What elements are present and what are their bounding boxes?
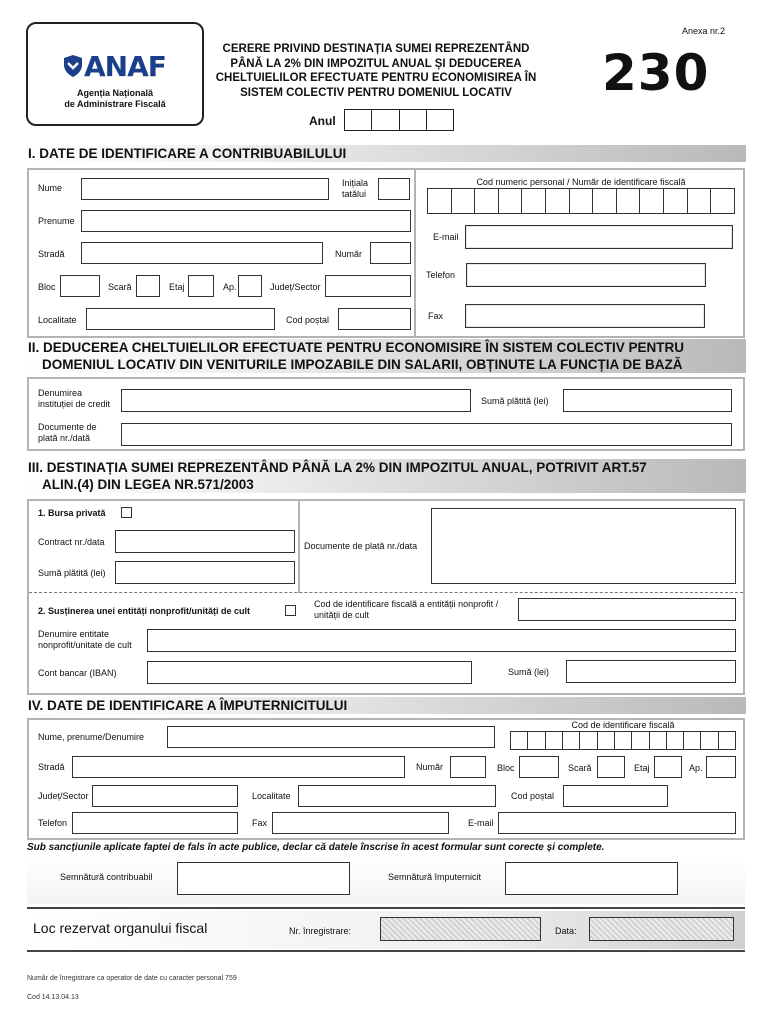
- telefon-label: Telefon: [426, 270, 456, 280]
- strada-label: Stradă: [38, 249, 65, 259]
- logo-box: [26, 22, 204, 126]
- fax-field[interactable]: [465, 304, 705, 328]
- operator-note: Număr de înregistrare ca operator de date cu caracter personal 759: [27, 975, 237, 982]
- ap-imputernicit-label: Ap.: [689, 763, 703, 773]
- nume-label: Nume: [38, 183, 63, 193]
- etaj-field[interactable]: [188, 275, 214, 297]
- telefon-imputernicit-label: Telefon: [38, 818, 68, 828]
- ap-label: Ap.: [223, 282, 237, 292]
- suma-platita-label: Sumă plătită (lei): [38, 568, 106, 578]
- numar-field[interactable]: [370, 242, 411, 264]
- email-field[interactable]: [465, 225, 733, 249]
- agency-name: Agenția Națională de Administrare Fiscală: [64, 88, 166, 109]
- form-number: 230: [602, 44, 710, 102]
- reserved-title: Loc rezervat organului fiscal: [33, 920, 208, 936]
- divider: [298, 501, 300, 593]
- cod-postal-imputernicit-label: Cod poștal: [511, 791, 555, 801]
- nr-inregistrare-label: Nr. înregistrare:: [289, 926, 352, 936]
- suma-label: Sumă plătită (lei): [481, 396, 549, 406]
- data-field: [589, 917, 734, 941]
- form-code: Cod 14.13.04.13: [27, 994, 79, 1001]
- contract-field[interactable]: [115, 530, 295, 553]
- semnatura-imputernicit-label: Semnătură împuternicit: [388, 872, 482, 882]
- cod-postal-field[interactable]: [338, 308, 411, 330]
- logo-text: ANAF: [84, 50, 166, 83]
- sustinere-label: 2. Susținerea unei entități nonprofit/unități de cult: [38, 606, 251, 616]
- judet-label: Județ/Sector: [270, 282, 321, 292]
- localitate-field[interactable]: [86, 308, 275, 330]
- sustinere-checkbox[interactable]: [285, 605, 296, 616]
- contract-label: Contract nr./data: [38, 537, 105, 547]
- section-1-heading: I. DATE DE IDENTIFICARE A CONTRIBUABILULUI: [24, 145, 746, 162]
- cif-imputernicit-label: Cod de identificare fiscală: [571, 720, 675, 730]
- semnatura-contribuabil-label: Semnătură contribuabil: [60, 872, 153, 882]
- bloc-label: Bloc: [38, 282, 56, 292]
- telefon-imputernicit-field[interactable]: [72, 812, 238, 834]
- iban-label: Cont bancar (IBAN): [38, 668, 117, 678]
- section-3-heading: III. DESTINAȚIA SUMEI REPREZENTÂND PÂNĂ LA 2% DIN IMPOZITUL ANUAL, POTRIVIT ART.57 ALIN.(4) DIN LEGEA NR.571/2003: [24, 459, 746, 493]
- nume-field[interactable]: [81, 178, 329, 200]
- suma-lei-label: Sumă (lei): [508, 667, 550, 677]
- documente-label: Documente de plată nr./dată: [38, 422, 97, 443]
- localitate-imputernicit-label: Localitate: [252, 791, 291, 801]
- denumirea-label: Denumirea instituției de credit: [38, 388, 111, 409]
- cnp-field[interactable]: [427, 188, 735, 214]
- data-label: Data:: [555, 926, 577, 936]
- initiala-label: Inițiala tatălui: [342, 178, 369, 199]
- cif-imputernicit-field[interactable]: [510, 731, 736, 750]
- annex-label: Anexa nr.2: [682, 26, 726, 36]
- cod-postal-label: Cod poștal: [286, 315, 330, 325]
- bursa-label: 1. Bursa privată: [38, 508, 106, 518]
- email-label: E-mail: [433, 232, 459, 242]
- scara-imputernicit-field[interactable]: [597, 756, 625, 778]
- divider: [27, 907, 745, 909]
- etaj-imputernicit-field[interactable]: [654, 756, 682, 778]
- form-title: CERERE PRIVIND DESTINAȚIA SUMEI REPREZENTÂND PÂNĂ LA 2% DIN IMPOZITUL ANUAL ȘI DEDUCEREA CHELTUIELILOR EFECTUATE PENTRU ECONOMISIREA ÎN SISTEM COLECTIV PENTRU DOMENIUL LOCATIV: [215, 43, 537, 99]
- cif-label: Cod de identificare fiscală a entității nonprofit / unității de cult: [314, 599, 499, 620]
- email-imputernicit-field[interactable]: [498, 812, 736, 834]
- iban-field[interactable]: [147, 661, 472, 684]
- documente-field[interactable]: [121, 423, 732, 446]
- strada-imputernicit-field[interactable]: [72, 756, 405, 778]
- year-label: Anul: [309, 114, 336, 128]
- nume-imputernicit-label: Nume, prenume/Denumire: [38, 732, 145, 742]
- nr-inregistrare-field: [380, 917, 541, 941]
- telefon-field[interactable]: [466, 263, 706, 287]
- judet-field[interactable]: [325, 275, 411, 297]
- suma-field[interactable]: [563, 389, 732, 412]
- section-4-heading: IV. DATE DE IDENTIFICARE A ÎMPUTERNICITULUI: [24, 697, 746, 714]
- etaj-imputernicit-label: Etaj: [634, 763, 650, 773]
- bursa-checkbox[interactable]: [121, 507, 132, 518]
- nume-imputernicit-field[interactable]: [167, 726, 495, 748]
- scara-label: Scară: [108, 282, 132, 292]
- prenume-label: Prenume: [38, 216, 75, 226]
- judet-imputernicit-label: Județ/Sector: [38, 791, 89, 801]
- fax-label: Fax: [428, 311, 444, 321]
- ap-field[interactable]: [238, 275, 262, 297]
- shield-icon: [62, 54, 84, 78]
- fax-imputernicit-label: Fax: [252, 818, 268, 828]
- strada-field[interactable]: [81, 242, 323, 264]
- documente-plata-label: Documente de plată nr./data: [304, 541, 418, 551]
- documente-plata-field[interactable]: [431, 508, 736, 584]
- numar-label: Număr: [335, 249, 363, 259]
- suma-platita-field[interactable]: [115, 561, 295, 584]
- semnatura-imputernicit-field[interactable]: [505, 862, 678, 895]
- bloc-imputernicit-label: Bloc: [497, 763, 515, 773]
- email-imputernicit-label: E-mail: [468, 818, 494, 828]
- suma-lei-field[interactable]: [566, 660, 736, 683]
- denumire-field[interactable]: [147, 629, 736, 652]
- localitate-label: Localitate: [38, 315, 77, 325]
- declaration-text: Sub sancțiunile aplicate faptei de fals în acte publice, declar că datele înscrise în acest formular sunt corecte și complete.: [27, 842, 605, 853]
- prenume-field[interactable]: [81, 210, 411, 232]
- semnatura-contribuabil-field[interactable]: [177, 862, 350, 895]
- numar-imputernicit-label: Număr: [416, 762, 444, 772]
- numar-imputernicit-field[interactable]: [450, 756, 486, 778]
- bloc-imputernicit-field[interactable]: [519, 756, 559, 778]
- dashed-separator: [29, 592, 743, 593]
- bloc-field[interactable]: [60, 275, 100, 297]
- divider: [414, 170, 416, 336]
- scara-field[interactable]: [136, 275, 160, 297]
- cif-field[interactable]: [518, 598, 736, 621]
- etaj-label: Etaj: [169, 282, 185, 292]
- anaf-logo: [62, 52, 172, 82]
- fax-imputernicit-field[interactable]: [272, 812, 449, 834]
- year-input[interactable]: [344, 109, 454, 131]
- divider: [27, 950, 745, 952]
- scara-imputernicit-label: Scară: [568, 763, 592, 773]
- initiala-field[interactable]: [378, 178, 410, 200]
- denumirea-field[interactable]: [121, 389, 471, 412]
- section-2-heading: II. DEDUCEREA CHELTUIELILOR EFECTUATE PENTRU ECONOMISIRE ÎN SISTEM COLECTIV PENTRU DOMENIUL LOCATIV DIN VENITURILE IMPOZABILE DIN SALARII, OBȚINUTE LA FUNCȚIA DE BAZĂ: [24, 339, 746, 373]
- judet-imputernicit-field[interactable]: [92, 785, 238, 807]
- ap-imputernicit-field[interactable]: [706, 756, 736, 778]
- strada-imputernicit-label: Stradă: [38, 762, 65, 772]
- cod-postal-imputernicit-field[interactable]: [563, 785, 668, 807]
- localitate-imputernicit-field[interactable]: [298, 785, 496, 807]
- denumire-label: Denumire entitate nonprofit/unitate de cult: [38, 629, 132, 650]
- cnp-label: Cod numeric personal / Număr de identificare fiscală: [476, 177, 686, 187]
